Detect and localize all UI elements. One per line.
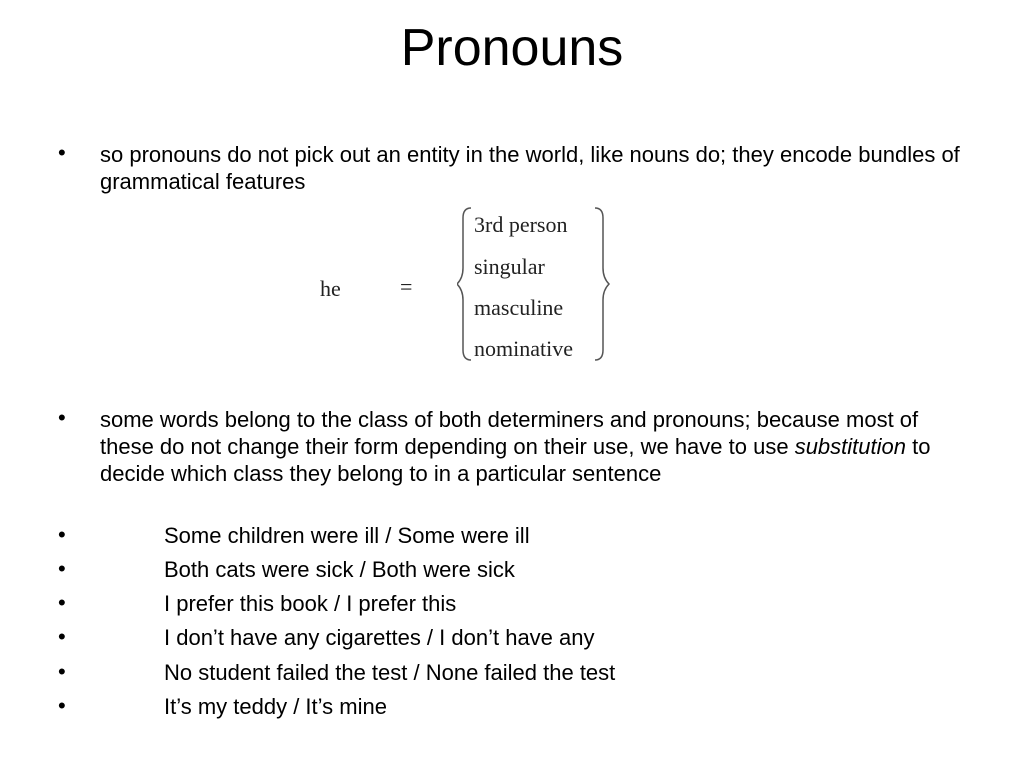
paragraph-2-text-a: some words belong to the class of both determiners and pronouns; because most of these do not change their form depending on their use, we have to use [100,407,919,459]
feature-person: 3rd person [474,212,568,237]
example-item: I prefer this book / I prefer this [164,591,457,616]
feature-number: singular [474,254,545,279]
bullet-marker: • [58,659,66,684]
paragraph-2-emphasis: substitution [794,434,906,459]
example-item: It’s my teddy / It’s mine [164,694,387,719]
slide-title: Pronouns [400,19,624,77]
feature-gender: masculine [474,295,564,320]
paragraph-2 [100,406,960,487]
bullet-marker: • [58,140,66,165]
diagram-equals: = [400,274,413,299]
bullet-marker: • [58,624,66,649]
example-item: Both cats were sick / Both were sick [164,557,515,582]
example-item: I don’t have any cigarettes / I don’t have any [164,625,595,650]
bullet-marker: • [58,590,66,615]
bullet-marker: • [58,693,66,718]
feature-diagram [312,200,632,380]
paragraph-1: so pronouns do not pick out an entity in the world, like nouns do; they encode bundles of grammatical features [100,142,960,194]
diagram-word: he [320,276,341,301]
bullet-marker: • [58,522,66,547]
example-item: Some children were ill / Some were ill [164,523,530,548]
paragraph-2-text-b: to decide which class they belong to in a particular sentence [100,434,931,486]
bullet-marker: • [58,556,66,581]
bullet-marker: • [58,405,66,430]
feature-case: nominative [474,336,573,361]
example-item: No student failed the test / None failed the test [164,660,616,685]
